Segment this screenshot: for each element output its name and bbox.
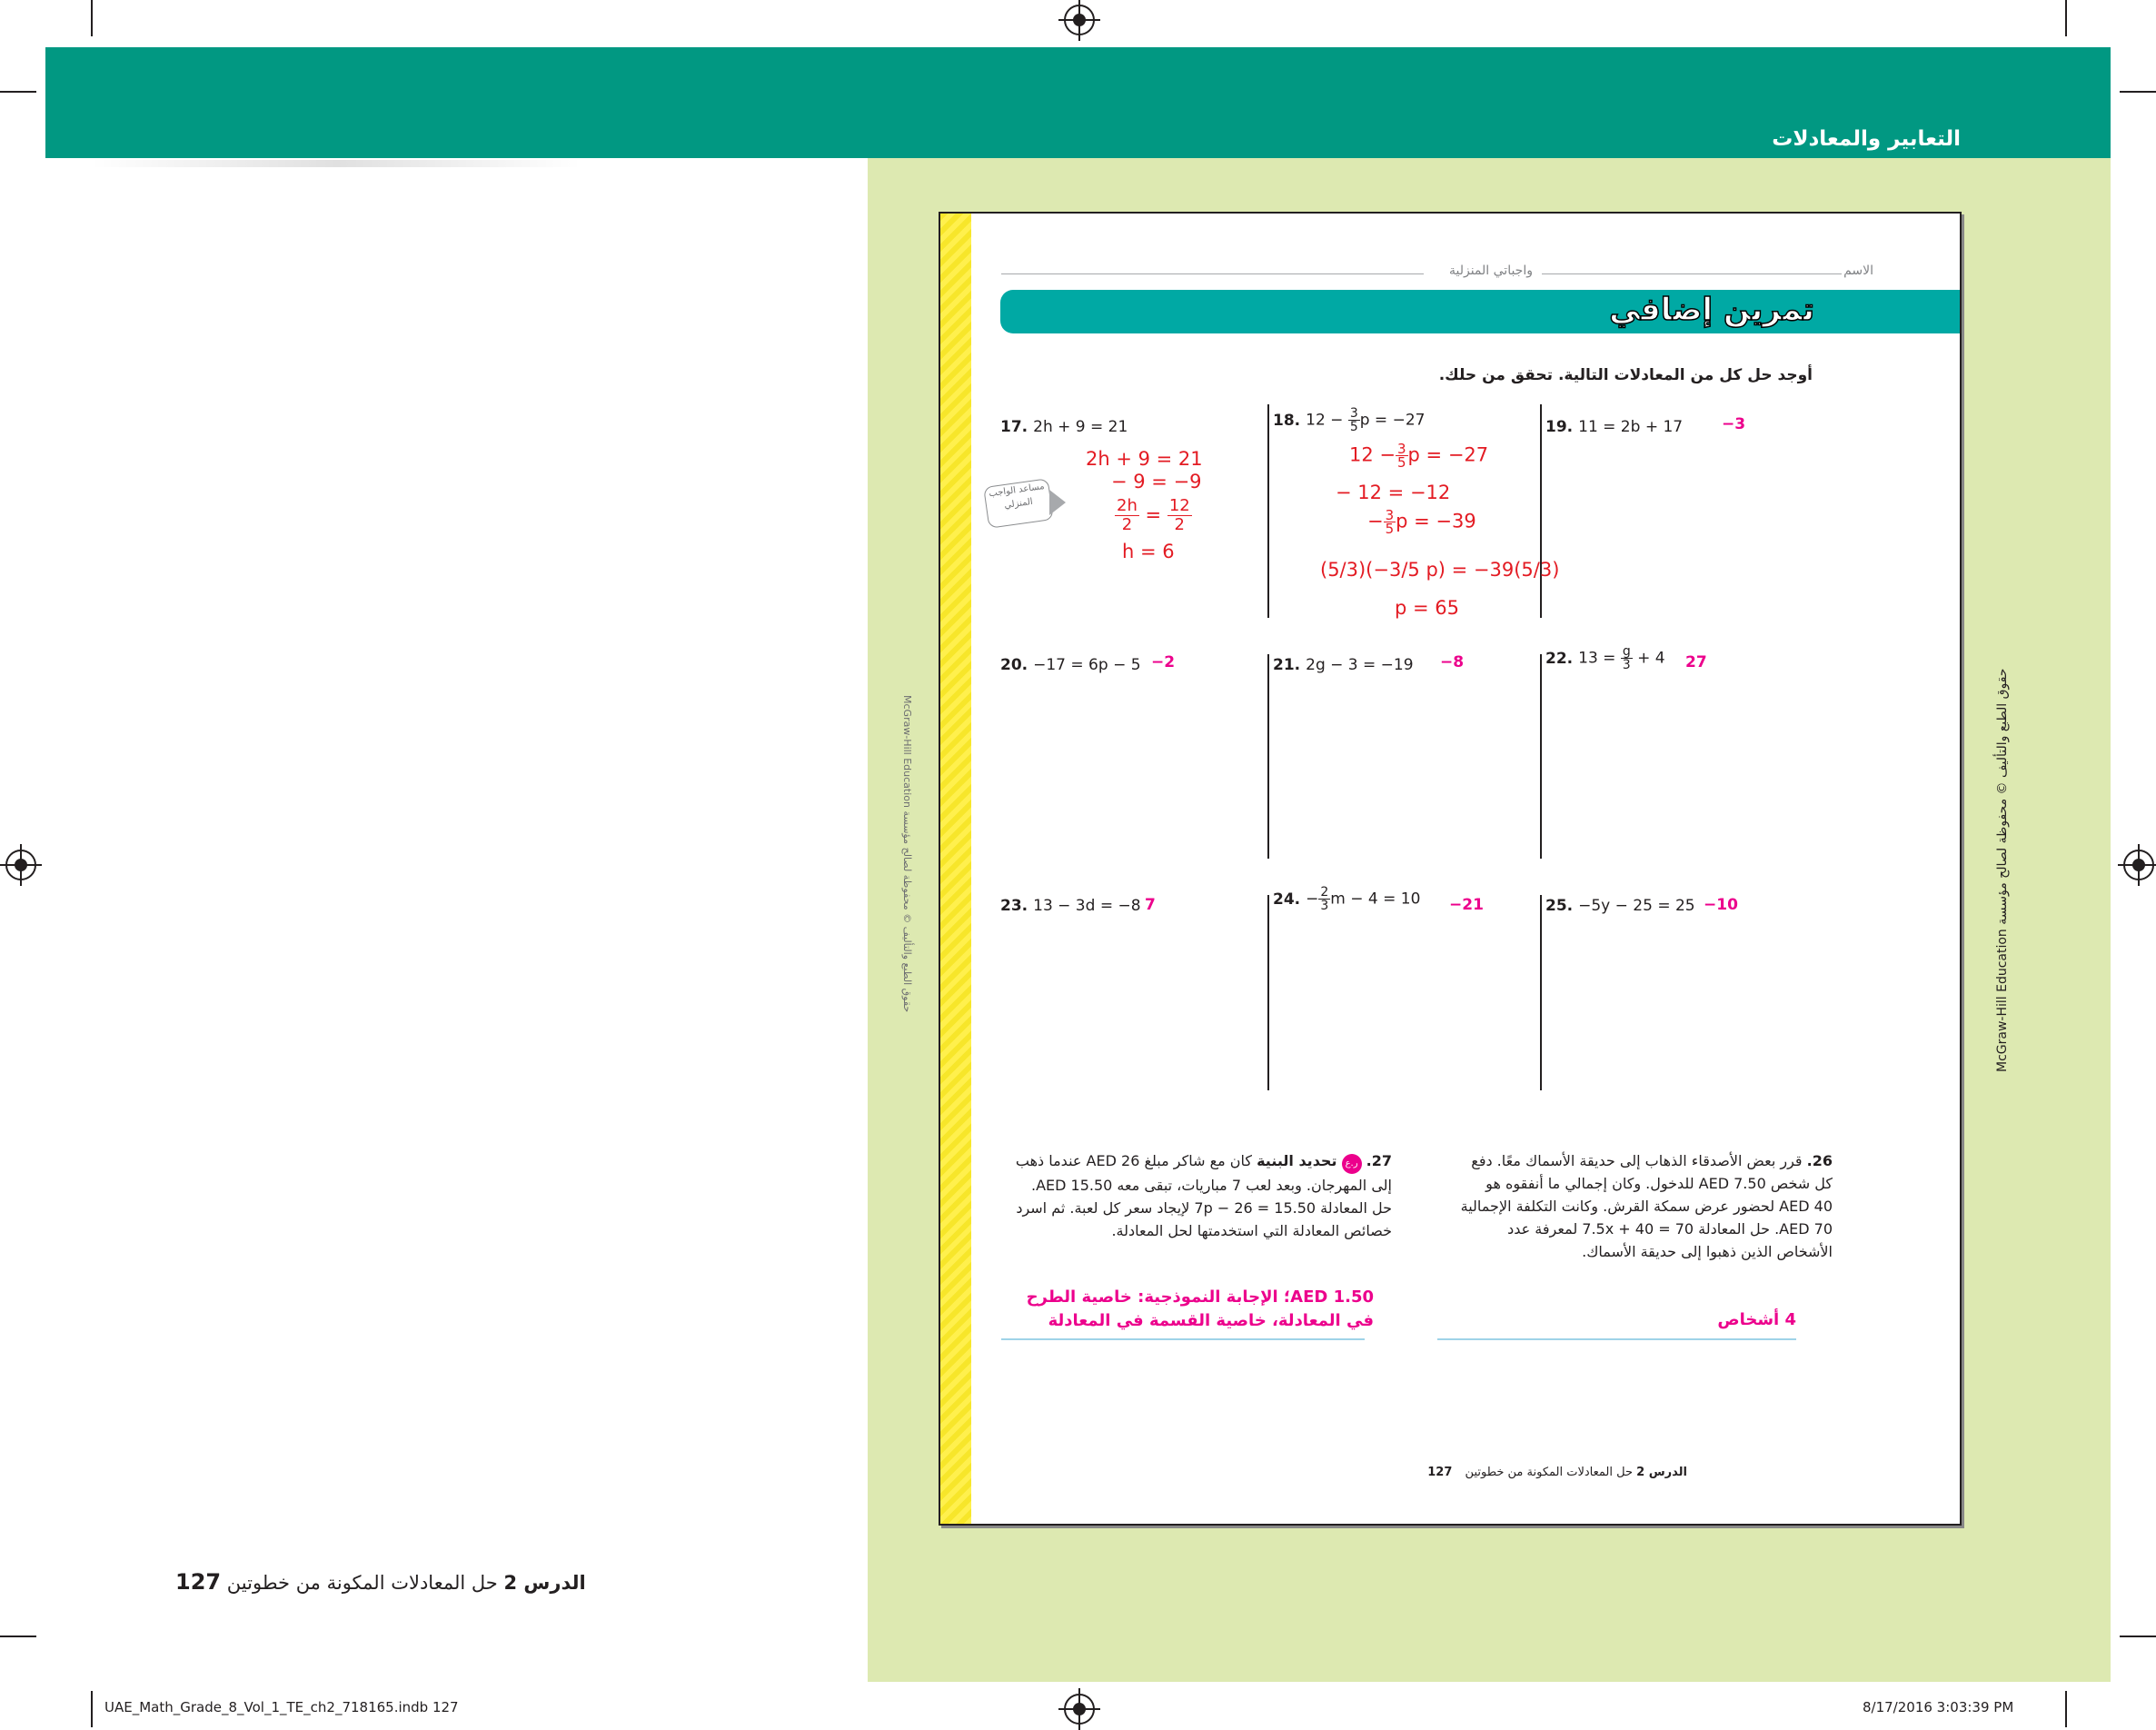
column-divider — [1267, 404, 1269, 618]
problem-17: 17. 2h + 9 = 21 — [1000, 418, 1128, 436]
column-divider — [1540, 895, 1542, 1090]
work-18-line-2: − 12 = −12 — [1336, 482, 1451, 503]
copyright-vertical: حقوق الطبع والتأليف © محفوظة لصالح مؤسسة McGraw-Hill Education — [1995, 668, 2010, 1072]
crop-mark — [0, 1636, 36, 1637]
answer-20: −2 — [1151, 653, 1176, 671]
work-18-line-3: − $\frac{3}{5}$ p = −39 — [1367, 507, 1476, 537]
answer-27: AED 1.50؛ الإجابة النموذجية: خاصية الطرح في المعادلة، خاصية القسمة في المعادلة — [1026, 1288, 1374, 1330]
work-17-line-3: $\frac{2h}{2}$ = $\frac{12}{2}$ — [1117, 496, 1190, 534]
crop-mark — [91, 0, 93, 36]
answer-22: 27 — [1685, 653, 1707, 671]
crop-mark — [2065, 1691, 2067, 1727]
copyright-vertical-small: McGraw-Hill Education حقوق الطبع والتأليف © محفوظة لصالح مؤسسة — [901, 695, 913, 1013]
column-divider — [1540, 654, 1542, 859]
work-18-line-5: p = 65 — [1395, 597, 1459, 619]
problem-23: 23. 13 − 3d = −8 — [1000, 897, 1141, 915]
problem-25: 25. −5y − 25 = 25 — [1545, 897, 1695, 915]
instructions: أوجد حل كل من المعادلات التالية. تحقق من حلك. — [1438, 366, 1813, 384]
column-divider — [1267, 895, 1269, 1090]
work-18-line-1: 12 − $\frac{3}{5}$ p = −27 — [1349, 441, 1489, 471]
answer-26: 4 أشخاص — [1717, 1310, 1796, 1329]
registration-mark-icon — [5, 850, 36, 880]
crop-mark — [2120, 91, 2156, 93]
problem-24: 24. − $\frac{2}{3}$ m − 4 = 10 — [1273, 885, 1421, 913]
banner-title: تمرين إضافي — [1609, 292, 1814, 328]
crop-mark — [0, 91, 36, 93]
problem-26: 26. قرر بعض الأصدقاء الذهاب إلى حديقة الأسماك معًا. دفع كل شخص AED 7.50 للدخول. وكان إجمالي ما أنفقوه هو AED 40 لحضور عرض سمكة القرش. وكانت التكلفة الإجمالية AED 70. حل المعادلة 7.5x + 40 = 70 لمعرفة عدد الأشخاص الذين ذهبوا إلى حديقة الأسماك. — [1460, 1152, 1833, 1260]
work-17-line-4: h = 6 — [1122, 541, 1175, 562]
answer-line — [1001, 1338, 1365, 1340]
answer-line — [1437, 1338, 1796, 1340]
print-slug-date: 8/17/2016 3:03:39 PM — [1863, 1699, 2014, 1715]
work-17-line-2: − 9 = −9 — [1111, 471, 1202, 492]
sheet-footer: الدرس 2 حل المعادلات المكونة من خطوتين 127 — [1427, 1466, 1687, 1479]
problem-18: 18. 12 − $\frac{3}{5}$ p = −27 — [1273, 406, 1426, 434]
problem-19: 19. 11 = 2b + 17 — [1545, 418, 1684, 436]
answer-19: −3 — [1722, 415, 1746, 433]
section-banner — [1000, 290, 1960, 333]
arrow-icon — [1049, 490, 1066, 515]
answer-24: −21 — [1449, 896, 1484, 914]
homework-label: واجباتي المنزلية — [1448, 263, 1533, 278]
crop-mark — [2065, 0, 2067, 36]
registration-mark-icon — [1064, 5, 1095, 35]
chapter-title: التعابير والمعادلات — [1772, 127, 1961, 151]
problem-21: 21. 2g − 3 = −19 — [1273, 656, 1414, 674]
print-slug-file: UAE_Math_Grade_8_Vol_1_TE_ch2_718165.indb 127 — [104, 1699, 459, 1715]
problem-27: 27. ر.ع تحديد البنية كان مع شاكر مبلغ AED 26 عندما ذهب إلى المهرجان. وبعد لعب 7 مباريات، تبقى معه AED 15.50. حل المعادلة 7p − 26 = 15.50 لإيجاد سعر كل لعبة. ثم اسرد خصائص المعادلة التي استخدمتها لحل المعادلة. — [1015, 1152, 1392, 1239]
work-17-line-1: 2h + 9 = 21 — [1086, 448, 1203, 470]
answer-23: 7 — [1145, 896, 1156, 914]
decorative-strip — [940, 214, 971, 1524]
column-divider — [1267, 654, 1269, 859]
crop-mark — [91, 1691, 93, 1727]
registration-mark-icon — [1064, 1694, 1095, 1725]
problem-20: 20. −17 = 6p − 5 — [1000, 656, 1141, 674]
work-18-line-4: (5/3)(−3/5 p) = −39(5/3) — [1320, 559, 1560, 581]
problem-22: 22. 13 = $\frac{g}{3}$ + 4 — [1545, 644, 1665, 672]
column-divider — [1540, 404, 1542, 618]
page-footer: الدرس 2 حل المعادلات المكونة من خطوتين 127 — [175, 1569, 586, 1595]
crop-mark — [2120, 1636, 2156, 1637]
divider — [91, 160, 581, 167]
homework-field-line — [1001, 273, 1424, 274]
answer-21: −8 — [1440, 653, 1465, 671]
worksheet-page — [939, 212, 1962, 1526]
homework-helper-badge: مساعد الواجب المنزلي — [983, 478, 1054, 529]
math-practice-badge-icon: ر.ع — [1342, 1154, 1362, 1174]
answer-25: −10 — [1704, 896, 1738, 914]
registration-mark-icon — [2123, 850, 2154, 880]
name-field-line — [1542, 273, 1842, 274]
name-label: الاسم — [1843, 263, 1873, 278]
